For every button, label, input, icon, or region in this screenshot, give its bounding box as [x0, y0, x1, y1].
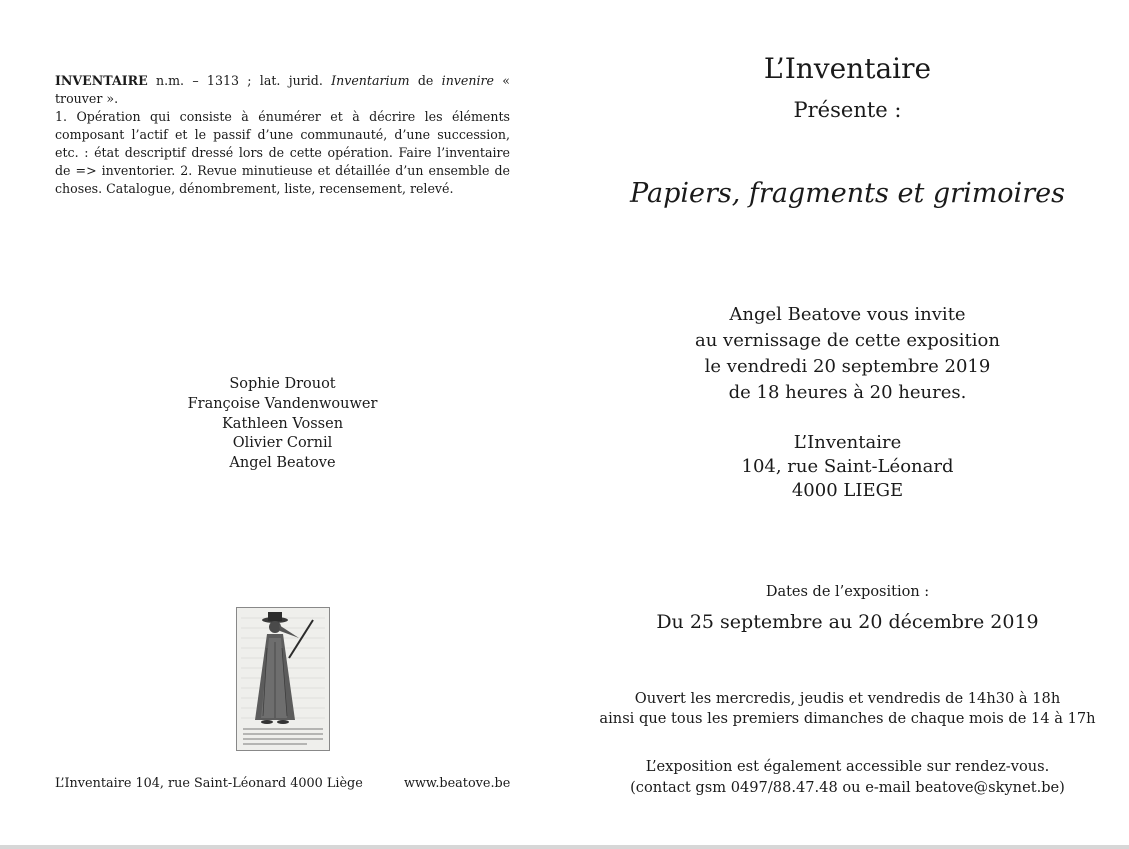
artist-name: Kathleen Vossen: [221, 415, 344, 432]
presents-label: Présente :: [793, 98, 902, 122]
exhibition-title: Papiers, fragments et grimoires: [630, 178, 1065, 209]
definition-translation: « trouver ».: [55, 73, 510, 106]
footer-address: L’Inventaire 104, rue Saint-Léonard 4000 Liège: [55, 776, 363, 791]
invitation-text: [565, 302, 1129, 406]
opening-hours: [565, 689, 1129, 729]
page-bottom-edge: [0, 845, 1129, 849]
plague-doctor-engraving-icon: [236, 607, 330, 751]
invitation-line: au vernissage de cette exposition: [695, 330, 1000, 351]
definition-latin: Inventarium: [331, 73, 410, 88]
address-line: 4000 LIEGE: [791, 480, 904, 501]
contact-line: (contact gsm 0497/88.47.48 ou e-mail beatove@skynet.be): [630, 779, 1065, 796]
address-line: 104, rue Saint-Léonard: [741, 456, 954, 477]
invitation-line: Angel Beatove vous invite: [729, 304, 966, 325]
definition-grammar: n.m. – 1313 ; lat. jurid.: [147, 73, 332, 88]
hours-line: ainsi que tous les premiers dimanches de chaque mois de 14 à 17h: [599, 710, 1096, 727]
appointment-line: L’exposition est également accessible sur rendez-vous.: [645, 758, 1050, 775]
definition-de: de: [409, 73, 442, 88]
definition-body: 1. Opération qui consiste à énumérer et à décrire les éléments composant l’actif et le passif d’une communauté, d’une succession, etc. : état descriptif dressé lors de cette opération. Faire l’inventaire de => inventorier. 2. Revue minutieuse et détaillée d’un ensemble de choses. Catalogue, dénombrement, liste, recensement, relevé.: [55, 109, 510, 196]
invitation-line: le vendredi 20 septembre 2019: [704, 356, 991, 377]
footer-website-link[interactable]: www.beatove.be: [404, 776, 511, 791]
dates-label: Dates de l’exposition :: [765, 584, 930, 600]
definition-verb: invenire: [441, 73, 494, 88]
definition-headword: INVENTAIRE: [55, 73, 148, 88]
exhibition-dates: Du 25 septembre au 20 décembre 2019: [656, 611, 1039, 633]
artist-name: Françoise Vandenwouwer: [187, 395, 378, 412]
address-line: L’Inventaire: [793, 432, 902, 453]
artist-name: Sophie Drouot: [229, 376, 336, 392]
invitation-line: de 18 heures à 20 heures.: [728, 382, 967, 403]
venue-address: [565, 431, 1129, 503]
artist-list: [180, 375, 385, 474]
appointment-contact: [565, 756, 1129, 798]
dictionary-definition: [55, 72, 510, 198]
hours-line: Ouvert les mercredis, jeudis et vendredis de 14h30 à 18h: [634, 690, 1061, 707]
artist-name: Olivier Cornil: [232, 435, 333, 452]
venue-title: L’Inventaire: [763, 52, 932, 85]
artist-name: Angel Beatove: [229, 455, 336, 472]
